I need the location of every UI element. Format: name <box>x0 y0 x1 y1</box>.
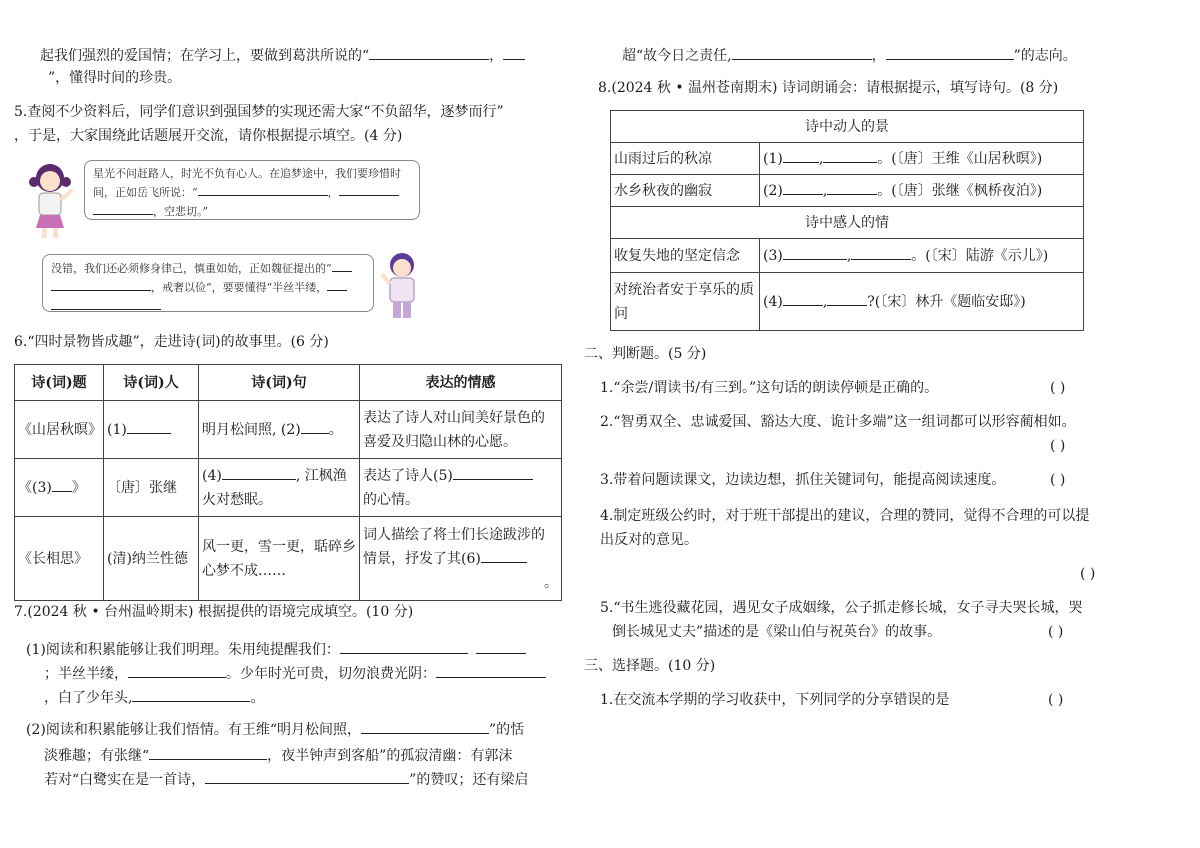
answer-blank[interactable] <box>827 179 877 195</box>
answer-blank[interactable] <box>51 297 161 310</box>
poem-table-q6 <box>14 364 562 601</box>
text: ，白了少年头, <box>44 690 133 706</box>
answer-blank[interactable] <box>128 662 226 678</box>
table-cell <box>15 459 104 517</box>
text: ?(〔宋〕林升《题临安邸》) <box>867 293 1026 310</box>
continued-text-line <box>622 44 1077 66</box>
text: , 江枫渔火对愁眠。 <box>202 467 347 508</box>
q7-1-line <box>26 638 526 660</box>
continued-text-line <box>40 44 525 66</box>
section-2-title: 二、判断题。(5 分) <box>584 346 707 362</box>
bubble-text: ，空悲切。” <box>153 205 209 218</box>
answer-blank[interactable] <box>149 744 267 760</box>
answer-blank[interactable] <box>732 44 872 60</box>
answer-parens[interactable]: ( ) <box>1050 472 1066 488</box>
text: 。(〔唐〕张继《枫桥夜泊》) <box>877 182 1043 199</box>
text: ”的志向。 <box>1013 48 1077 64</box>
continued-text-line: ”，懂得时间的珍贵。 <box>48 70 182 86</box>
text: ”的赞叹；还有梁启 <box>409 772 529 788</box>
table-cell: 《山居秋暝》 <box>15 401 104 459</box>
judge-item-5-cont: 倒长城见丈夫”描述的是《梁山伯与祝英台》的故事。 <box>612 624 942 640</box>
text: (1) <box>763 150 783 167</box>
text: (4) <box>202 467 222 484</box>
answer-blank[interactable] <box>361 718 489 734</box>
judge-item-4: 4.制定班级公约时，对于班干部提出的建议，合理的赞同，觉得不合理的可以提 <box>600 508 1090 524</box>
bubble-text: ， <box>327 186 339 199</box>
table-cell <box>199 459 360 517</box>
text: 《(3) <box>18 479 52 496</box>
text: 》 <box>71 479 86 496</box>
answer-blank[interactable] <box>476 638 526 654</box>
table-cell: 收复失地的坚定信念 <box>611 239 760 273</box>
answer-blank[interactable] <box>339 183 399 196</box>
question-6-title: 6.“四时景物皆成趣”，走进诗(词)的故事里。(6 分) <box>14 334 329 350</box>
table-cell <box>760 273 1084 331</box>
judge-item-1: 1.“余尝/谓读书/有三到。”这句话的朗读停顿是正确的。 <box>600 380 939 396</box>
text: 起我们强烈的爱国情；在学习上，要做到葛洪所说的“ <box>40 48 370 64</box>
answer-blank[interactable] <box>823 147 877 163</box>
table-header: 诗(词)句 <box>199 365 360 401</box>
table-cell <box>760 175 1084 207</box>
section-3-title: 三、选择题。(10 分) <box>584 658 716 674</box>
answer-parens[interactable]: ( ) <box>1048 624 1064 640</box>
question-5-title-cont: ，于是，大家围绕此话题展开交流，请你根据提示填空。(4 分) <box>14 128 403 144</box>
text: 。 <box>544 574 558 591</box>
text: 淡雅趣；有张继“ <box>44 748 150 764</box>
boy-student-icon <box>380 250 424 320</box>
bubble-text: 没错，我们还必须修身律己，慎重如始，正如魏征提出的“ <box>51 262 332 275</box>
text: (1) <box>107 421 127 438</box>
bubble-text: 星光不问赶路人，时光不负有心人。在追梦途中，我们要珍惜时 <box>93 167 401 180</box>
answer-blank[interactable] <box>436 662 546 678</box>
text: ， <box>871 48 886 64</box>
text: 词人描绘了将士们长途跋涉的情景，抒发了其(6) <box>363 526 545 567</box>
answer-blank[interactable] <box>301 418 329 434</box>
table-cell <box>760 239 1084 273</box>
table-cell: 风一更，雪一更，聒碎乡心梦不成…… <box>199 517 360 601</box>
speech-bubble-boy <box>42 254 374 312</box>
text: ”的恬 <box>489 722 525 738</box>
judge-item-4-cont: 出反对的意见。 <box>600 532 698 548</box>
text: (2) <box>763 182 783 199</box>
answer-blank[interactable] <box>503 44 525 60</box>
table-header: 诗(词)人 <box>104 365 199 401</box>
answer-blank[interactable] <box>783 147 819 163</box>
answer-blank[interactable] <box>51 278 151 291</box>
bubble-text: 间，正如岳飞所说：“ <box>93 186 198 199</box>
answer-blank[interactable] <box>327 278 347 291</box>
answer-blank[interactable] <box>369 44 489 60</box>
table-header: 表达的情感 <box>360 365 562 401</box>
table-cell: 〔唐〕张继 <box>104 459 199 517</box>
answer-blank[interactable] <box>52 476 72 492</box>
text: ， <box>489 48 504 64</box>
text: (1)阅读和积累能够让我们明理。朱用纯提醒我们： <box>26 642 340 658</box>
table-cell: 对统治者安于享乐的质问 <box>611 273 760 331</box>
text: ，夜半钟声到客船”的孤寂清幽：有郭沫 <box>267 748 513 764</box>
text: 表达了诗人(5) <box>363 467 453 484</box>
poem-table-q8 <box>610 110 1084 331</box>
text: (2)阅读和积累能够让我们悟情。有王维“明月松间照， <box>26 722 361 738</box>
table-cell: 水乡秋夜的幽寂 <box>611 175 760 207</box>
text: 。 <box>250 690 265 706</box>
answer-parens[interactable]: ( ) <box>1050 438 1066 454</box>
text: 。(〔宋〕陆游《示儿》) <box>911 247 1049 264</box>
answer-blank[interactable] <box>783 290 823 306</box>
table-cell: 山雨过后的秋凉 <box>611 143 760 175</box>
answer-blank[interactable] <box>198 183 328 196</box>
judge-item-2: 2.“智勇双全、忠诚爱国、豁达大度、诡计多端”这一组词都可以形容蔺相如。 <box>600 414 1076 430</box>
table-cell: (清)纳兰性德 <box>104 517 199 601</box>
text: (4) <box>763 293 783 310</box>
text: 。(〔唐〕王维《山居秋暝》) <box>877 150 1043 167</box>
text: 。 <box>328 421 343 438</box>
answer-blank[interactable] <box>783 179 823 195</box>
answer-blank[interactable] <box>886 44 1014 60</box>
answer-blank[interactable] <box>205 768 409 784</box>
answer-blank[interactable] <box>851 244 911 260</box>
judge-item-5: 5.“书生逃役藏花园，遇见女子成姻缘，公子抓走修长城，女子寻夫哭长城，哭 <box>600 600 1083 616</box>
answer-blank[interactable] <box>827 290 867 306</box>
q7-2-line <box>26 718 524 740</box>
answer-blank[interactable] <box>332 259 352 272</box>
text: , <box>818 150 824 167</box>
text: , <box>822 182 828 199</box>
answer-blank[interactable] <box>481 547 527 563</box>
answer-blank[interactable] <box>783 244 847 260</box>
judge-item-3: 3.带着问题读课文，边读边想，抓住关键词句，能提高阅读速度。 <box>600 472 1006 488</box>
text: ；半丝半缕， <box>44 666 128 682</box>
q7-1-line <box>44 662 546 684</box>
text: (3) <box>763 247 783 264</box>
q7-2-line <box>44 768 528 790</box>
table-cell <box>360 459 562 517</box>
table-header: 诗(词)题 <box>15 365 104 401</box>
text: 超“故今日之责任, <box>622 48 732 64</box>
speech-bubble-girl <box>84 160 420 220</box>
answer-blank[interactable] <box>127 418 171 434</box>
answer-blank[interactable] <box>132 686 250 702</box>
text: 的心情。 <box>363 491 419 508</box>
choice-item-1: 1.在交流本学期的学习收获中，下列同学的分享错误的是 <box>600 692 950 708</box>
text: 若对“白鹭实在是一首诗， <box>44 772 206 788</box>
table-cell: 《长相思》 <box>15 517 104 601</box>
text: 。少年时光可贵，切勿浪费光阴： <box>226 666 436 682</box>
bubble-text: ，戒奢以俭”，要要懂得“半丝半缕， <box>151 281 328 294</box>
answer-parens[interactable]: ( ) <box>1048 692 1064 708</box>
question-8-title: 8.(2024 秋 • 温州苍南期末) 诗词朗诵会：请根据提示，填写诗句。(8 分) <box>598 80 1059 96</box>
table-cell <box>104 401 199 459</box>
question-7-title: 7.(2024 秋 • 台州温岭期末) 根据提供的语境完成填空。(10 分) <box>14 604 414 620</box>
answer-blank[interactable] <box>222 464 296 480</box>
q7-2-line <box>44 744 512 766</box>
girl-student-icon <box>24 160 76 240</box>
answer-blank[interactable] <box>340 638 468 654</box>
text: 明月松间照, (2) <box>202 421 301 438</box>
table-cell <box>199 401 360 459</box>
text: , <box>846 247 852 264</box>
q7-1-line <box>44 686 264 708</box>
answer-blank[interactable] <box>453 464 533 480</box>
table-cell: 表达了诗人对山间美好景色的喜爱及归隐山林的心愿。 <box>360 401 562 459</box>
table-section-header: 诗中感人的情 <box>611 207 1084 239</box>
text: , <box>822 293 828 310</box>
table-section-header: 诗中动人的景 <box>611 111 1084 143</box>
answer-parens[interactable]: ( ) <box>1050 380 1066 396</box>
table-cell <box>360 517 562 601</box>
question-5-title: 5.查阅不少资料后，同学们意识到强国梦的实现还需大家“不负韶华，逐梦而行” <box>14 104 504 120</box>
answer-parens[interactable]: ( ) <box>1080 566 1096 582</box>
answer-blank[interactable] <box>93 202 153 215</box>
table-cell <box>760 143 1084 175</box>
